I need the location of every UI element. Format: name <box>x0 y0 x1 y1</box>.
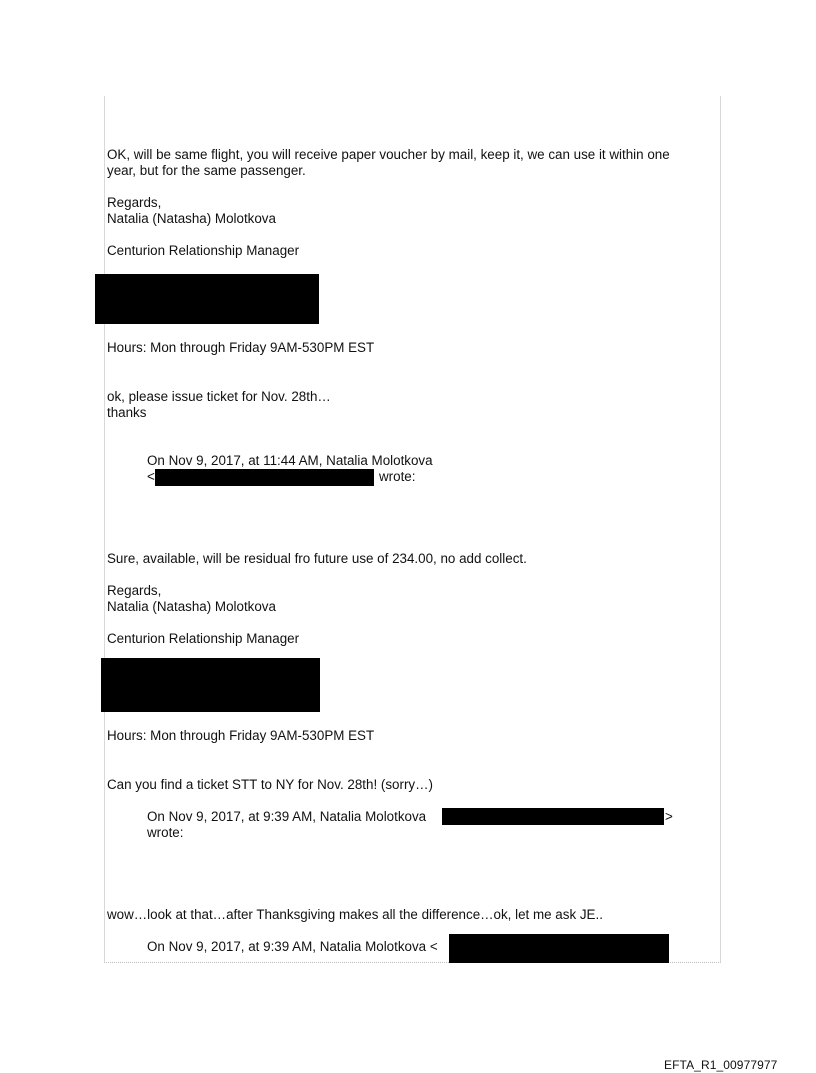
msg3-signature-name: Natalia (Natasha) Molotkova <box>107 599 276 614</box>
quote1-lt: < <box>147 469 155 484</box>
redaction-email <box>155 469 374 486</box>
msg1-signature-title: Centurion Relationship Manager <box>107 243 300 258</box>
msg1-line1: OK, will be same flight, you will receive paper voucher by mail, keep it, we can use it within one <box>107 147 670 162</box>
msg3-regards: Regards, <box>107 583 162 598</box>
msg1-signature-name: Natalia (Natasha) Molotkova <box>107 211 276 226</box>
quote2-wrote: wrote: <box>147 825 184 840</box>
msg2-line2: thanks <box>107 405 147 420</box>
msg3-line1: Sure, available, will be residual fro future use of 234.00, no add collect. <box>107 551 527 566</box>
msg1-hours: Hours: Mon through Friday 9AM-530PM EST <box>107 340 375 355</box>
redaction-email <box>449 934 669 963</box>
msg5-line1: wow…look at that…after Thanksgiving makes all the difference…ok, let me ask JE.. <box>107 907 603 922</box>
msg3-hours: Hours: Mon through Friday 9AM-530PM EST <box>107 728 375 743</box>
msg4-line1: Can you find a ticket STT to NY for Nov. 28th! (sorry…) <box>107 777 433 792</box>
msg2-line1: ok, please issue ticket for Nov. 28th… <box>107 389 331 404</box>
quote1-header: On Nov 9, 2017, at 11:44 AM, Natalia Molotkova <box>147 453 433 468</box>
document-id: EFTA_R1_00977977 <box>664 1058 778 1072</box>
redaction-block <box>95 274 319 324</box>
redaction-block <box>101 658 320 712</box>
redaction-email <box>442 808 664 825</box>
msg1-line2: year, but for the same passenger. <box>107 163 306 178</box>
quote2-gt: > <box>665 809 673 824</box>
quote1-wrote: wrote: <box>379 469 416 484</box>
msg1-regards: Regards, <box>107 195 162 210</box>
quote3-header: On Nov 9, 2017, at 9:39 AM, Natalia Molotkova < <box>147 939 438 954</box>
msg3-signature-title: Centurion Relationship Manager <box>107 631 300 646</box>
quote2-header: On Nov 9, 2017, at 9:39 AM, Natalia Molotkova <box>147 809 427 824</box>
